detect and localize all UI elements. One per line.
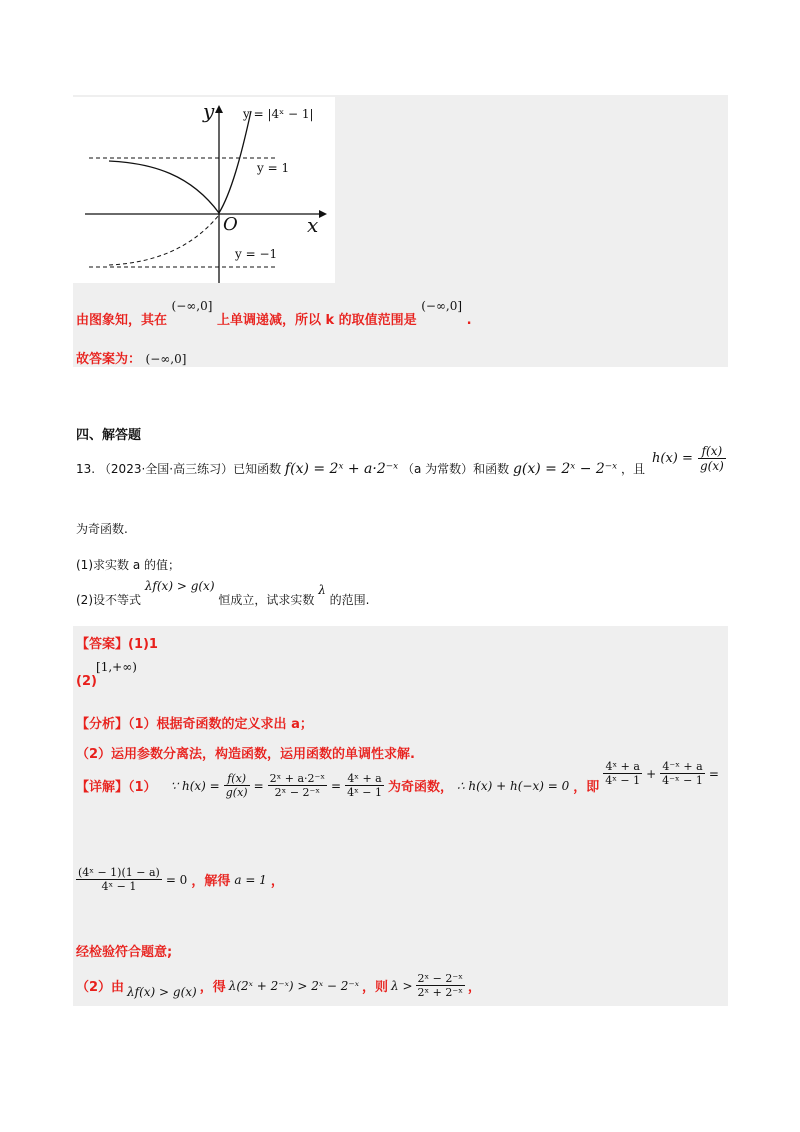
detail-line-1: [76, 760, 719, 799]
a-value: a = 1: [234, 872, 267, 887]
comma-1: ，: [270, 874, 284, 889]
problem-note: （a 为常数）和函数: [401, 462, 510, 476]
interval-2: (−∞,0]: [421, 299, 463, 313]
problem-number: 13.: [76, 462, 96, 476]
answer-part2-interval: [1,+∞): [96, 660, 137, 674]
odd-function-line: 为奇函数.: [76, 522, 128, 536]
solution-text-b: 上单调递减，所以 k 的取值范围是: [216, 313, 417, 328]
answer-label: 故答案为：: [76, 352, 142, 367]
part-2-lambda: λ: [318, 583, 326, 597]
frac-expanded-num: 2ˣ + a·2⁻ˣ: [269, 772, 326, 785]
frac-4x: [345, 772, 384, 799]
frac-sum-a-num: 4ˣ + a: [603, 760, 642, 774]
solution-text-a: 由图象知，其在: [76, 313, 168, 328]
problem-13-line: [76, 460, 645, 477]
curve-dashed-branch: [109, 215, 219, 265]
part-2-text-c: 的范围.: [329, 593, 370, 607]
solution-line-2: [76, 348, 186, 367]
y-axis-label: y: [203, 99, 215, 123]
upper-line-label: y = 1: [257, 161, 290, 175]
h-denominator: g(x): [699, 459, 724, 473]
h-numerator: f(x): [698, 444, 726, 459]
equals-zero: = 0: [165, 872, 188, 887]
plus-sign: +: [646, 766, 657, 781]
check-line: 经检验符合题意;: [76, 945, 173, 960]
p2-inequality-2: λ(2ˣ + 2⁻ˣ) > 2ˣ − 2⁻ˣ: [228, 978, 360, 993]
y-axis-arrow: [215, 105, 223, 113]
frac-f-over-g-den: g(x): [225, 786, 248, 799]
p2-lambda: λ >: [391, 978, 413, 993]
frac-lambda-den: 2ˣ + 2⁻ˣ: [417, 986, 463, 999]
frac-sum-b: [660, 760, 705, 787]
frac-4x-num: 4ˣ + a: [345, 772, 384, 786]
curve-right-branch: [219, 111, 251, 213]
part-2: [76, 579, 370, 608]
analysis-line-2: （2）运用参数分离法，构造函数，运用函数的单调性求解.: [76, 747, 415, 762]
section-heading: 四、解答题: [76, 428, 142, 443]
part-2-text-a: (2)设不等式: [76, 593, 141, 607]
detail-line-2: [76, 866, 284, 893]
solution-text-end: .: [466, 313, 472, 328]
curve-left-branch: [109, 161, 219, 213]
frac-f-over-g-num: f(x): [224, 772, 250, 786]
x-axis-arrow: [319, 210, 327, 218]
therefore-eq: ∴ h(x) + h(−x) = 0: [456, 778, 570, 793]
x-axis-label: x: [307, 213, 319, 237]
g-definition: g(x) = 2ˣ − 2⁻ˣ: [512, 461, 618, 477]
answer-line-2: [76, 656, 143, 689]
frac-lambda-num: 2ˣ − 2⁻ˣ: [417, 972, 463, 985]
is-odd-text: 为奇函数，: [387, 780, 453, 795]
equals-1: =: [253, 778, 264, 793]
h-fraction: [698, 444, 726, 473]
frac-lambda-bound: [416, 972, 465, 999]
ji-text: ，即: [573, 780, 600, 795]
curve-label: y = |4ˣ − 1|: [243, 107, 314, 121]
detail-label: 【详解】（1）: [76, 780, 157, 795]
frac-product: [76, 866, 162, 893]
equals-end: =: [708, 766, 719, 781]
frac-expanded-den: 2ˣ − 2⁻ˣ: [274, 786, 320, 799]
frac-product-den: 4ˣ − 1: [101, 880, 137, 893]
answer-part2-label: (2): [76, 674, 97, 689]
p2-text-c: ，则: [362, 980, 389, 995]
because-h: ∵ h(x) =: [170, 778, 220, 793]
h-definition: [652, 444, 726, 473]
part-2-inequality: λf(x) > g(x): [144, 579, 215, 593]
frac-sum-a: [603, 760, 642, 787]
analysis-line-1: 【分析】（1）根据奇函数的定义求出 a；: [76, 717, 313, 732]
part-2-text-b: 恒成立，试求实数: [218, 593, 315, 607]
frac-sum-b-den: 4⁻ˣ − 1: [662, 774, 703, 787]
p2-inequality: λf(x) > g(x): [127, 984, 197, 999]
answer-interval: (−∞,0]: [145, 352, 187, 366]
frac-sum-a-den: 4ˣ − 1: [605, 774, 641, 787]
f-definition: f(x) = 2ˣ + a·2⁻ˣ: [284, 461, 399, 477]
graph-svg: [73, 97, 335, 283]
p2-text-b: ，得: [199, 980, 226, 995]
interval-1: (−∞,0]: [171, 299, 213, 313]
solution-line-1: [76, 299, 472, 328]
problem-source: （2023·全国·高三练习）已知函数: [98, 462, 282, 476]
p2-end: ，: [467, 980, 481, 995]
function-graph: [73, 97, 335, 283]
frac-sum-b-num: 4⁻ˣ + a: [660, 760, 705, 774]
origin-label: O: [223, 214, 238, 235]
detail-part-2: [76, 972, 481, 999]
lower-line-label: y = −1: [235, 247, 278, 261]
frac-4x-den: 4ˣ − 1: [347, 786, 382, 799]
frac-product-num: (4ˣ − 1)(1 − a): [78, 866, 160, 879]
problem-and: ，且: [620, 462, 645, 476]
frac-f-over-g: [224, 772, 250, 799]
h-lhs: h(x) =: [652, 451, 693, 466]
frac-expanded: [268, 772, 327, 799]
solve-text: ，解得: [191, 874, 231, 889]
p2-text-a: （2）由: [76, 980, 125, 995]
equals-2: =: [331, 778, 342, 793]
answer-line-1: 【答案】(1)1: [76, 637, 158, 652]
part-1: (1)求实数 a 的值；: [76, 558, 180, 572]
